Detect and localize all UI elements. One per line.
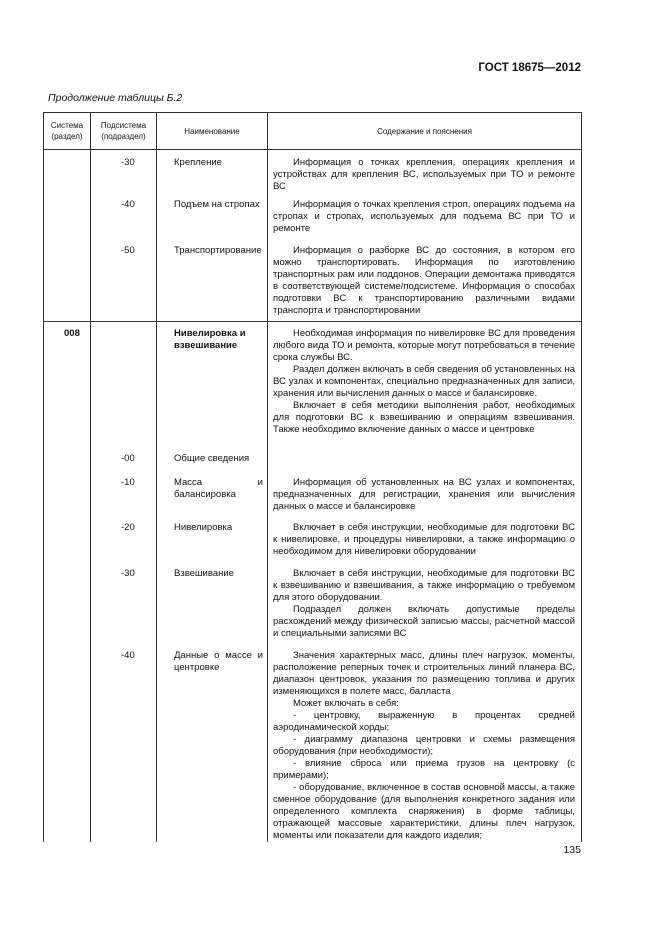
content-paragraph: - диаграмму диапазона центровки и схемы размещения оборудования (при необходимости); [273,733,575,757]
table-row [44,477,582,522]
content-paragraph: Может включать в себя: [293,697,399,709]
row-name: Общие сведения [157,453,268,477]
subsystem-code: -00 [91,453,157,477]
table-row [44,199,582,245]
table-row [44,453,582,477]
col-content-header: Содержание и пояснения [268,113,582,150]
table-row [44,650,582,842]
row-name: Подъем на стропах [157,199,268,245]
row-name: Масса и балансировка [157,477,268,522]
content-paragraph: Подраздел должен включать допустимые пределы расхождений между физической записью массы, расчетной массой и специальными записями ВС [273,603,575,639]
content-paragraph: Информация об установленных на ВС узлах и компонентах, предназначенных для регистрации, хранения или вычисления данных о массе и балансировке [273,476,575,512]
subsystem-code: -20 [91,522,157,568]
content-paragraph: Включает в себя инструкции, необходимые для подготовки ВС к нивелировке, и процедуры нивелировки, а также информацию о необходимом для нивелировки оборудовании [273,521,575,557]
table-caption: Продолжение таблицы Б.2 [48,92,183,104]
subsystem-code: -50 [91,245,157,322]
row-name: Данные о массе и центровке [157,650,268,842]
document-header: ГОСТ 18675—2012 [478,62,581,74]
content-paragraph: - влияние сброса или приема грузов на центровку (с примерами); [273,757,575,781]
content-paragraph: Значения характерных масс, длины плеч нагрузок, моменты, расположение реперных точек и строительных линий планера ВС, диапазон центровок, указания по размещению топлива и других изменяющихся в полете масс, балласта [273,649,575,697]
row-name: Крепление [157,150,268,199]
table-header-row [44,113,582,150]
row-name: Взвешивание [157,568,268,650]
content-paragraph: Включает в себя инструкции, необходимые для подготовки ВС к взвешиванию и взвешивания, а также информацию о требуемом для этого оборудовании. [273,567,575,603]
subsystem-code: -40 [91,199,157,245]
col-name-header: Наименование [157,113,268,150]
table-row [44,568,582,650]
content-paragraph: Информация о разборке ВС до состояния, в котором его можно транспортировать. Информация по изготовлению транспортных рам или поддонов. Операции демонтажа приводятся в соответствующей системе/подсистеме. Информация о способах подготовки ВС к транспортированию различными видами транспорта и транспортировании [273,244,575,316]
content-paragraph: Включает в себя методики выполнения работ, необходимых для подготовки ВС к взвешиванию и операциям взвешивания. Также необходимо включение данных о массе и центровке [273,400,575,435]
subsystem-code: -30 [91,150,157,199]
systems-table [43,112,582,842]
table-row [44,322,582,453]
table-row [44,522,582,568]
content-paragraph: Информация о точках крепления, операциях крепления и устройствах для крепления ВС, используемых при ТО и ремонте ВС [273,157,575,192]
content-paragraph: - оборудование, включенное в состав основной массы, а также сменное оборудование (для выполнения конкретного задания или определенного комплекта снаряжения) в форме таблицы, отражающей массовые характеристики, длины плеч нагрузок, моменты или показатели для каждого изделия; [273,781,575,841]
row-name: Транспортирование [157,245,268,322]
table-row [44,150,582,199]
col-subsystem-header: Подсистема (подраздел) [91,113,157,150]
col-system-header: Система (раздел) [44,113,91,150]
content-paragraph: - центровку, выраженную в процентах средней аэродинамической хорды; [273,709,575,733]
subsystem-code: -30 [91,568,157,650]
content-paragraph: Необходимая информация по нивелировке ВС для проведения любого вида ТО и ремонта, которые могут потребоваться в течение срока службы ВС. [273,328,575,363]
table-row [44,245,582,322]
content-paragraph: Информация о точках крепления строп, операциях подъема на стропах и стропах, используемых для подъема ВС при ТО и ремонте [273,198,575,234]
content-paragraph: Раздел должен включать в себя сведения об установленных на ВС узлах и компонентах, специально предназначенных для записи, хранения или вычисления данных о массе и балансировке. [273,364,575,399]
row-name: Нивелировка [157,522,268,568]
subsystem-code: -40 [91,650,157,842]
system-code: 008 [44,322,91,453]
subsystem-code: -10 [91,477,157,522]
page-number: 135 [563,844,581,856]
row-name: Нивелировка и взвешивание [157,322,268,453]
